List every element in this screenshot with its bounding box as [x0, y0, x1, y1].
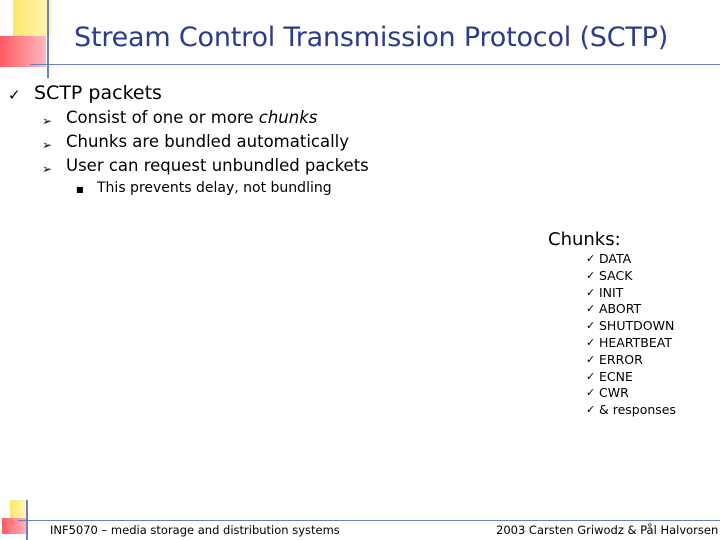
slide-title: Stream Control Transmission Protocol (SCTP)	[74, 22, 669, 53]
footer-copyright: 2003 Carsten Griwodz & Pål Halvorsen	[496, 523, 719, 537]
chunk-item-heartbeat	[586, 335, 676, 352]
check-icon: ✓	[586, 403, 596, 417]
bullet-chunks-emphasis: chunks	[258, 108, 318, 127]
title-vertical-rule	[47, 0, 49, 78]
chunk-item-data	[586, 251, 676, 268]
chunk-item-sack	[586, 268, 676, 285]
bullet-bundled-automatically: Chunks are bundled automatically	[66, 132, 350, 151]
chunk-type-list	[586, 251, 676, 419]
check-icon: ✓	[586, 352, 596, 366]
corner-decoration-red	[0, 36, 46, 67]
chunks-heading: Chunks:	[548, 229, 621, 250]
chunk-label: CWR	[599, 385, 629, 401]
corner-decoration-yellow	[13, 0, 51, 36]
chunk-label: DATA	[599, 251, 632, 266]
chunk-item-error	[586, 352, 676, 369]
chunk-item-abort	[586, 301, 676, 318]
check-icon: ✓	[586, 319, 596, 333]
chunk-label: INIT	[599, 284, 624, 300]
arrow-bullet-icon: ➢	[42, 138, 53, 152]
check-icon: ✓	[586, 268, 596, 282]
bullet-sctp-packets: SCTP packets	[34, 82, 162, 104]
title-underline-rule	[30, 64, 720, 65]
check-icon: ✓	[586, 252, 596, 265]
arrow-bullet-icon: ➢	[42, 162, 53, 176]
bullet-consist-of-chunks	[66, 108, 317, 127]
chunk-label: & responses	[599, 402, 677, 418]
bullet-consist-text: Consist of one or more	[66, 108, 259, 127]
chunk-item-ecne	[586, 369, 676, 386]
check-bullet-icon: ✓	[8, 86, 21, 104]
check-icon: ✓	[586, 335, 596, 349]
footer-course-title: INF5070 – media storage and distribution systems	[50, 523, 340, 537]
check-icon: ✓	[586, 369, 596, 383]
chunk-label: HEARTBEAT	[599, 334, 672, 350]
chunk-item-init	[586, 285, 676, 302]
check-icon: ✓	[586, 302, 596, 316]
chunk-item-shutdown	[586, 318, 676, 335]
chunk-label: SHUTDOWN	[599, 318, 675, 334]
check-icon: ✓	[586, 285, 596, 299]
chunk-item-cwr	[586, 385, 676, 402]
chunk-label: SACK	[599, 267, 633, 283]
check-icon: ✓	[586, 386, 596, 400]
bullet-prevents-delay: This prevents delay, not bundling	[97, 180, 332, 196]
square-bullet-icon: ■	[76, 185, 84, 194]
arrow-bullet-icon: ➢	[42, 114, 53, 128]
footer-decoration-yellow	[10, 500, 26, 518]
bullet-unbundled-packets: User can request unbundled packets	[66, 156, 369, 175]
chunk-item-responses	[586, 402, 676, 419]
chunk-label: ERROR	[599, 351, 643, 367]
chunk-label: ECNE	[599, 368, 633, 384]
footer-rule	[18, 520, 720, 521]
chunk-label: ABORT	[599, 301, 642, 317]
